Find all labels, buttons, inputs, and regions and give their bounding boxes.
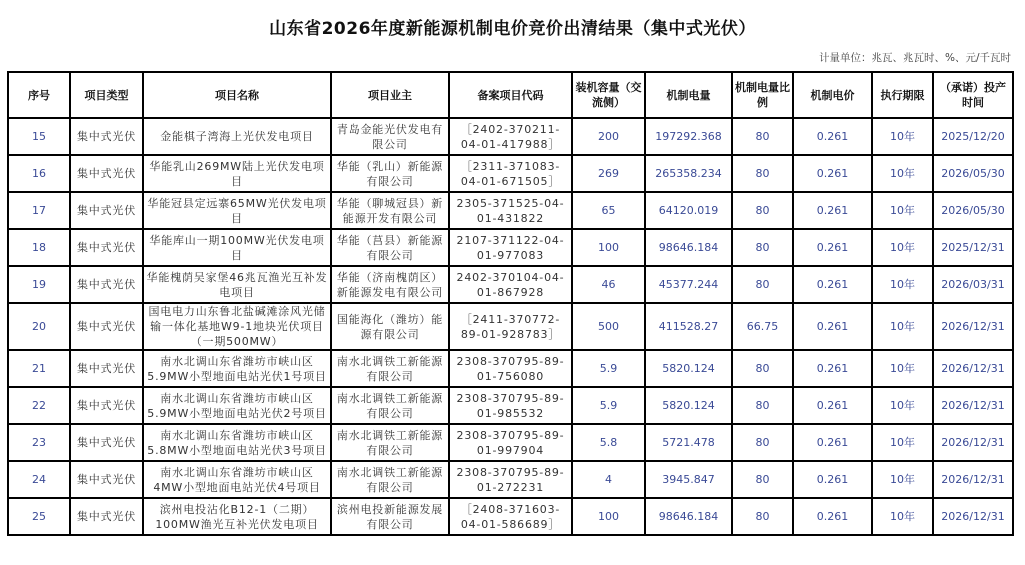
cell-code: 2308-370795-89-01-272231 (449, 461, 572, 498)
table-row (8, 461, 1013, 498)
cell-ratio: 80 (732, 192, 793, 229)
cell-energy: 411528.27 (645, 303, 732, 350)
cell-code: 2107-371122-04-01-977083 (449, 229, 572, 266)
unit-note: 计量单位：兆瓦、兆瓦时、%、元/千瓦时 (818, 52, 1011, 64)
cell-term: 10年 (872, 461, 933, 498)
cell-owner: 华能（莒县）新能源有限公司 (331, 229, 449, 266)
col-header-no: 序号 (8, 72, 70, 118)
cell-code: 2308-370795-89-01-997904 (449, 424, 572, 461)
cell-no: 23 (8, 424, 70, 461)
cell-type: 集中式光伏 (70, 155, 143, 192)
cell-owner: 青岛金能光伏发电有限公司 (331, 118, 449, 155)
cell-price: 0.261 (793, 118, 872, 155)
cell-date: 2026/05/30 (933, 192, 1013, 229)
cell-name: 南水北调山东省潍坊市峡山区5.8MW小型地面电站光伏3号项目 (143, 424, 331, 461)
table-row (8, 192, 1013, 229)
cell-owner: 国能海化（潍坊）能源有限公司 (331, 303, 449, 350)
cell-name: 国电电力山东鲁北盐碱滩涂风光储输一体化基地W9-1地块光伏项目（一期500MW） (143, 303, 331, 350)
cell-owner: 南水北调铁工新能源有限公司 (331, 350, 449, 387)
cell-name: 南水北调山东省潍坊市峡山区4MW小型地面电站光伏4号项目 (143, 461, 331, 498)
table-row (8, 266, 1013, 303)
cell-price: 0.261 (793, 387, 872, 424)
cell-no: 18 (8, 229, 70, 266)
cell-owner: 华能（乳山）新能源有限公司 (331, 155, 449, 192)
cell-price: 0.261 (793, 350, 872, 387)
table-row (8, 118, 1013, 155)
cell-code: 2402-370104-04-01-867928 (449, 266, 572, 303)
cell-no: 16 (8, 155, 70, 192)
cell-owner: 南水北调铁工新能源有限公司 (331, 424, 449, 461)
cell-capacity: 5.9 (572, 387, 645, 424)
cell-type: 集中式光伏 (70, 498, 143, 535)
cell-owner: 华能（济南槐荫区）新能源发电有限公司 (331, 266, 449, 303)
cell-type: 集中式光伏 (70, 303, 143, 350)
cell-capacity: 5.9 (572, 350, 645, 387)
cell-name: 华能冠县定远寨65MW光伏发电项目 (143, 192, 331, 229)
cell-energy: 197292.368 (645, 118, 732, 155)
cell-ratio: 80 (732, 229, 793, 266)
table-row (8, 498, 1013, 535)
cell-type: 集中式光伏 (70, 461, 143, 498)
cell-date: 2025/12/31 (933, 229, 1013, 266)
cell-name: 南水北调山东省潍坊市峡山区5.9MW小型地面电站光伏1号项目 (143, 350, 331, 387)
cell-ratio: 80 (732, 498, 793, 535)
cell-name: 华能槐荫吴家堡46兆瓦渔光互补发电项目 (143, 266, 331, 303)
col-header-energy: 机制电量 (645, 72, 732, 118)
cell-capacity: 100 (572, 229, 645, 266)
cell-owner: 南水北调铁工新能源有限公司 (331, 461, 449, 498)
cell-type: 集中式光伏 (70, 350, 143, 387)
cell-ratio: 80 (732, 461, 793, 498)
cell-capacity: 65 (572, 192, 645, 229)
cell-energy: 265358.234 (645, 155, 732, 192)
cell-type: 集中式光伏 (70, 387, 143, 424)
cell-term: 10年 (872, 387, 933, 424)
cell-name: 华能库山一期100MW光伏发电项目 (143, 229, 331, 266)
cell-energy: 3945.847 (645, 461, 732, 498)
cell-no: 19 (8, 266, 70, 303)
cell-energy: 98646.184 (645, 229, 732, 266)
cell-ratio: 80 (732, 266, 793, 303)
table-row (8, 387, 1013, 424)
col-header-price: 机制电价 (793, 72, 872, 118)
cell-term: 10年 (872, 350, 933, 387)
cell-type: 集中式光伏 (70, 424, 143, 461)
cell-type: 集中式光伏 (70, 229, 143, 266)
cell-term: 10年 (872, 192, 933, 229)
cell-no: 17 (8, 192, 70, 229)
cell-no: 15 (8, 118, 70, 155)
cell-code: 2308-370795-89-01-985532 (449, 387, 572, 424)
col-header-name: 项目名称 (143, 72, 331, 118)
cell-no: 21 (8, 350, 70, 387)
cell-owner: 滨州电投新能源发展有限公司 (331, 498, 449, 535)
page-title: 山东省2026年度新能源机制电价竞价出清结果（集中式光伏） (269, 19, 756, 39)
table-row (8, 155, 1013, 192)
table-row (8, 424, 1013, 461)
cell-date: 2026/12/31 (933, 424, 1013, 461)
cell-ratio: 80 (732, 424, 793, 461)
cell-term: 10年 (872, 266, 933, 303)
cell-energy: 5820.124 (645, 350, 732, 387)
cell-owner: 南水北调铁工新能源有限公司 (331, 387, 449, 424)
cell-price: 0.261 (793, 461, 872, 498)
cell-price: 0.261 (793, 424, 872, 461)
cell-price: 0.261 (793, 303, 872, 350)
cell-date: 2026/03/31 (933, 266, 1013, 303)
cell-name: 南水北调山东省潍坊市峡山区5.9MW小型地面电站光伏2号项目 (143, 387, 331, 424)
cell-energy: 5721.478 (645, 424, 732, 461)
col-header-capacity: 装机容量（交流侧） (572, 72, 645, 118)
cell-code: 2308-370795-89-01-756080 (449, 350, 572, 387)
cell-date: 2026/12/31 (933, 303, 1013, 350)
col-header-code: 备案项目代码 (449, 72, 572, 118)
cell-ratio: 66.75 (732, 303, 793, 350)
cell-name: 滨州电投沾化B12-1（二期）100MW渔光互补光伏发电项目 (143, 498, 331, 535)
col-header-date: （承诺）投产时间 (933, 72, 1013, 118)
cell-date: 2026/05/30 (933, 155, 1013, 192)
cell-energy: 45377.244 (645, 266, 732, 303)
cell-no: 25 (8, 498, 70, 535)
cell-capacity: 4 (572, 461, 645, 498)
cell-capacity: 200 (572, 118, 645, 155)
cell-term: 10年 (872, 424, 933, 461)
cell-term: 10年 (872, 229, 933, 266)
cell-term: 10年 (872, 155, 933, 192)
cell-date: 2026/12/31 (933, 387, 1013, 424)
header-row (8, 72, 1013, 118)
col-header-owner: 项目业主 (331, 72, 449, 118)
cell-name: 金能棋子湾海上光伏发电项目 (143, 118, 331, 155)
col-header-type: 项目类型 (70, 72, 143, 118)
cell-no: 24 (8, 461, 70, 498)
cell-term: 10年 (872, 303, 933, 350)
cell-price: 0.261 (793, 192, 872, 229)
cell-date: 2025/12/20 (933, 118, 1013, 155)
cell-ratio: 80 (732, 350, 793, 387)
cell-energy: 64120.019 (645, 192, 732, 229)
cell-price: 0.261 (793, 266, 872, 303)
cell-date: 2026/12/31 (933, 498, 1013, 535)
cell-ratio: 80 (732, 387, 793, 424)
cell-ratio: 80 (732, 155, 793, 192)
cell-type: 集中式光伏 (70, 192, 143, 229)
cell-term: 10年 (872, 118, 933, 155)
table-row (8, 303, 1013, 350)
table-row (8, 350, 1013, 387)
cell-term: 10年 (872, 498, 933, 535)
cell-price: 0.261 (793, 155, 872, 192)
cell-code: ［2402-370211-04-01-417988］ (449, 118, 572, 155)
col-header-ratio: 机制电量比例 (732, 72, 793, 118)
cell-capacity: 500 (572, 303, 645, 350)
cell-price: 0.261 (793, 498, 872, 535)
cell-no: 22 (8, 387, 70, 424)
cell-type: 集中式光伏 (70, 118, 143, 155)
cell-date: 2026/12/31 (933, 350, 1013, 387)
cell-capacity: 46 (572, 266, 645, 303)
cell-ratio: 80 (732, 118, 793, 155)
cell-name: 华能乳山269MW陆上光伏发电项目 (143, 155, 331, 192)
col-header-term: 执行期限 (872, 72, 933, 118)
cell-no: 20 (8, 303, 70, 350)
cell-code: ［2408-371603-04-01-586689］ (449, 498, 572, 535)
results-table (7, 71, 1014, 536)
cell-energy: 98646.184 (645, 498, 732, 535)
cell-type: 集中式光伏 (70, 266, 143, 303)
cell-energy: 5820.124 (645, 387, 732, 424)
cell-date: 2026/12/31 (933, 461, 1013, 498)
cell-price: 0.261 (793, 229, 872, 266)
cell-capacity: 5.8 (572, 424, 645, 461)
cell-capacity: 269 (572, 155, 645, 192)
cell-capacity: 100 (572, 498, 645, 535)
cell-code: ［2411-370772-89-01-928783］ (449, 303, 572, 350)
table-row (8, 229, 1013, 266)
cell-owner: 华能（聊城冠县）新能源开发有限公司 (331, 192, 449, 229)
cell-code: ［2311-371083-04-01-671505］ (449, 155, 572, 192)
cell-code: 2305-371525-04-01-431822 (449, 192, 572, 229)
